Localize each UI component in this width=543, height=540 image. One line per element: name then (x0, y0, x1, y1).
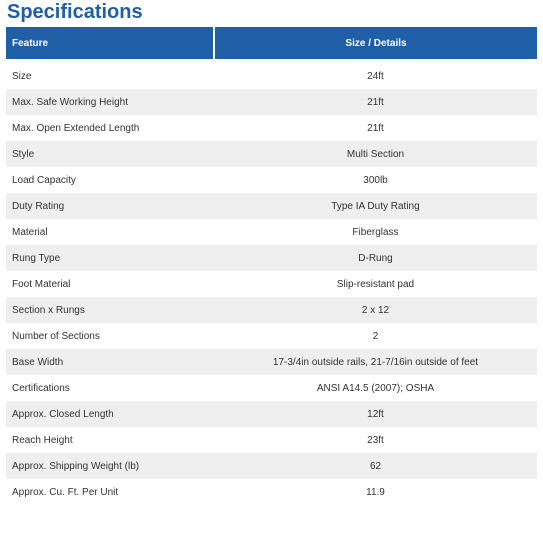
page-title: Specifications (7, 1, 143, 23)
column-header-feature: Feature (6, 27, 214, 59)
detail-cell: Slip-resistant pad (214, 271, 537, 297)
table-row (6, 167, 537, 193)
feature-cell: Duty Rating (6, 193, 214, 219)
table-row (6, 453, 537, 479)
table-row (6, 219, 537, 245)
feature-cell: Section x Rungs (6, 297, 214, 323)
table-body (6, 59, 537, 505)
detail-cell: 12ft (214, 401, 537, 427)
feature-cell: Foot Material (6, 271, 214, 297)
table-row (6, 271, 537, 297)
table-header-row (6, 27, 537, 59)
table-row (6, 297, 537, 323)
detail-cell: 23ft (214, 427, 537, 453)
table-row (6, 479, 537, 505)
feature-cell: Approx. Closed Length (6, 401, 214, 427)
detail-cell: 17-3/4in outside rails, 21-7/16in outside of feet (214, 349, 537, 375)
feature-cell: Rung Type (6, 245, 214, 271)
feature-cell: Base Width (6, 349, 214, 375)
feature-cell: Size (6, 63, 214, 89)
column-header-size-details: Size / Details (214, 27, 537, 59)
feature-cell: Number of Sections (6, 323, 214, 349)
table-row (6, 89, 537, 115)
feature-cell: Reach Height (6, 427, 214, 453)
feature-cell: Load Capacity (6, 167, 214, 193)
detail-cell: Fiberglass (214, 219, 537, 245)
detail-cell: D-Rung (214, 245, 537, 271)
feature-cell: Max. Safe Working Height (6, 89, 214, 115)
detail-cell: Type IA Duty Rating (214, 193, 537, 219)
table-row (6, 245, 537, 271)
detail-cell: 300lb (214, 167, 537, 193)
feature-cell: Style (6, 141, 214, 167)
detail-cell: 21ft (214, 89, 537, 115)
table-row (6, 427, 537, 453)
detail-cell: 2 (214, 323, 537, 349)
table-row (6, 323, 537, 349)
table-row (6, 401, 537, 427)
table-row (6, 349, 537, 375)
table-row (6, 63, 537, 89)
detail-cell: 62 (214, 453, 537, 479)
table-row (6, 141, 537, 167)
feature-cell: Material (6, 219, 214, 245)
detail-cell: 24ft (214, 63, 537, 89)
feature-cell: Max. Open Extended Length (6, 115, 214, 141)
detail-cell: 2 x 12 (214, 297, 537, 323)
detail-cell: ANSI A14.5 (2007); OSHA (214, 375, 537, 401)
table-row (6, 375, 537, 401)
table-row (6, 115, 537, 141)
detail-cell: 21ft (214, 115, 537, 141)
feature-cell: Approx. Shipping Weight (lb) (6, 453, 214, 479)
feature-cell: Certifications (6, 375, 214, 401)
detail-cell: 11.9 (214, 479, 537, 505)
detail-cell: Multi Section (214, 141, 537, 167)
specifications-table (6, 27, 537, 505)
table-row (6, 193, 537, 219)
feature-cell: Approx. Cu. Ft. Per Unit (6, 479, 214, 505)
